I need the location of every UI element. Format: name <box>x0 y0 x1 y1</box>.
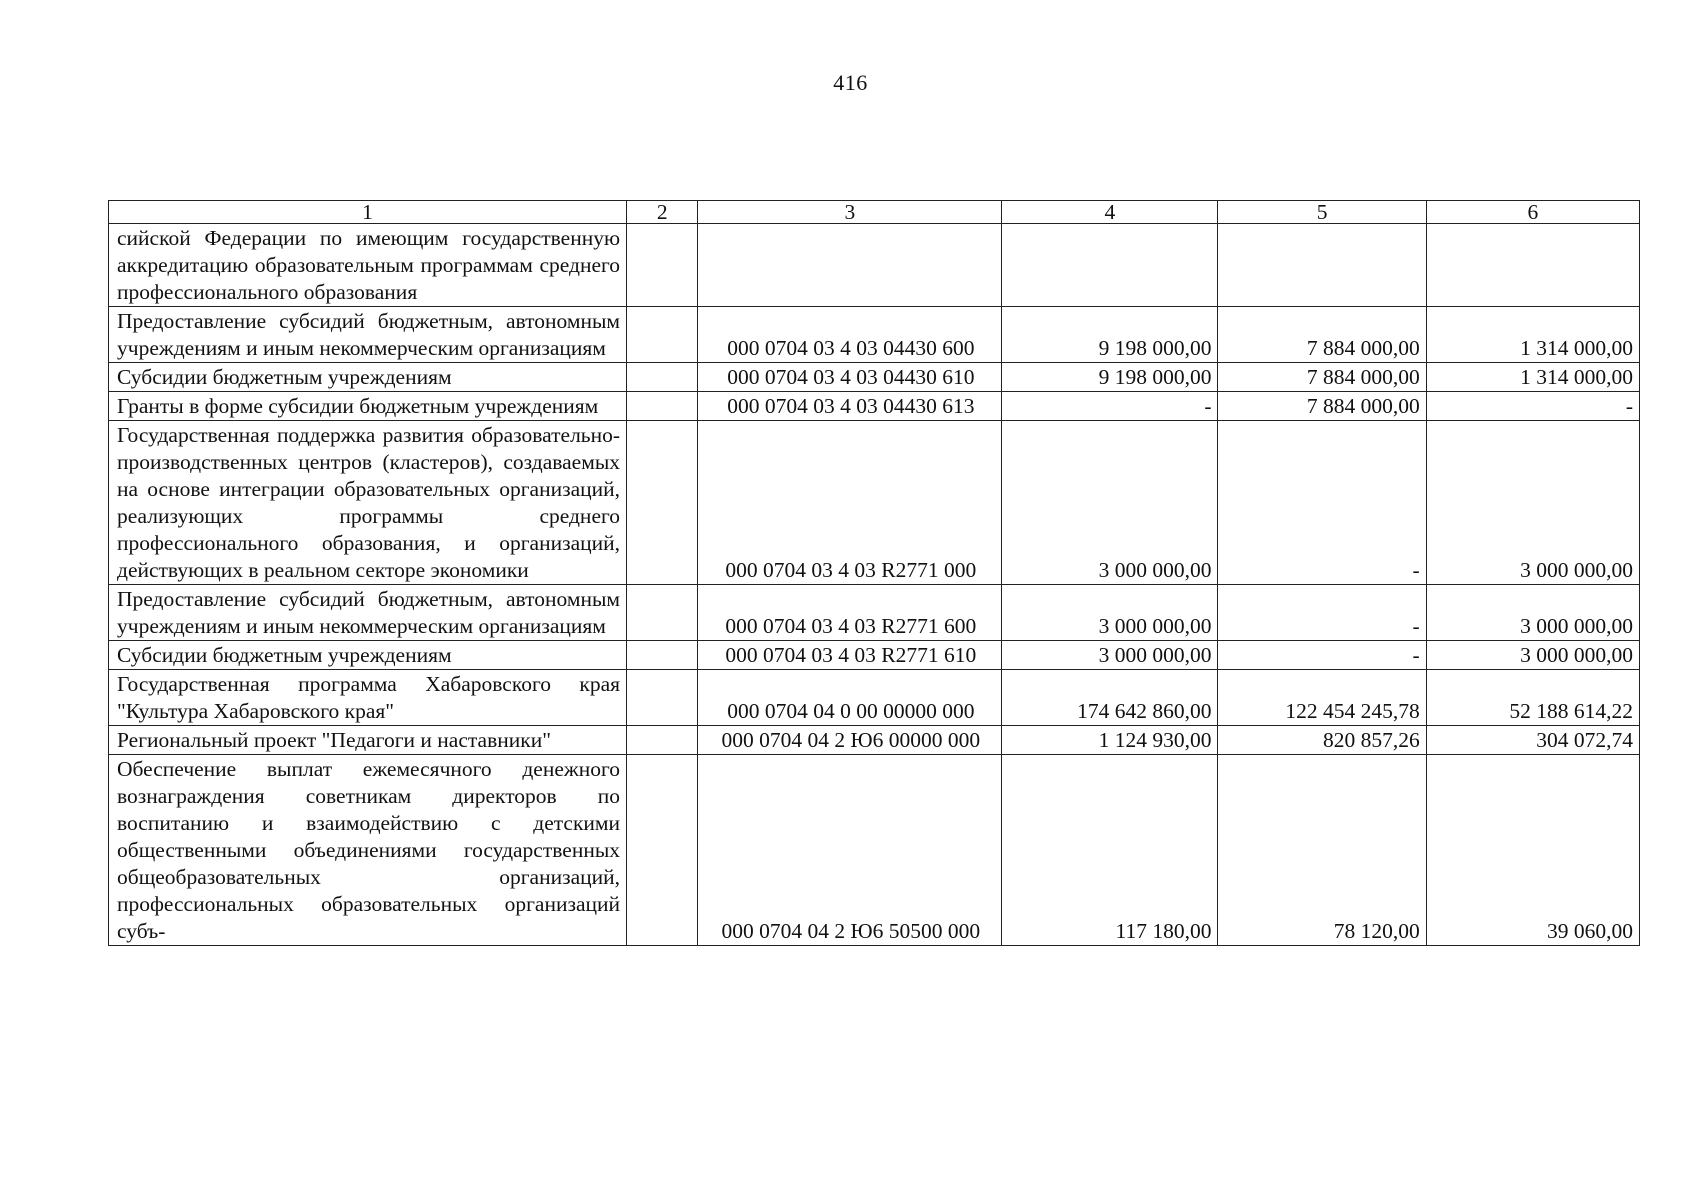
row-value-col5: - <box>1218 421 1426 585</box>
row-col2 <box>627 755 698 946</box>
row-value-col6: 39 060,00 <box>1426 755 1639 946</box>
row-value-col5: 78 120,00 <box>1218 755 1426 946</box>
row-name: сийской Федерации по имеющим государственную аккредитацию образовательным программам среднего профессионального образования <box>109 224 627 307</box>
row-budget-code: 000 0704 04 2 Ю6 00000 000 <box>698 726 1002 755</box>
row-budget-code: 000 0704 03 4 03 04430 600 <box>698 307 1002 363</box>
row-budget-code: 000 0704 04 2 Ю6 50500 000 <box>698 755 1002 946</box>
row-value-col5: 820 857,26 <box>1218 726 1426 755</box>
row-budget-code: 000 0704 04 0 00 00000 000 <box>698 670 1002 726</box>
column-header-1: 1 <box>109 201 627 224</box>
row-value-col4: 3 000 000,00 <box>1002 641 1218 670</box>
table-row <box>109 307 1640 363</box>
row-value-col6: 1 314 000,00 <box>1426 307 1639 363</box>
row-value-col4: 117 180,00 <box>1002 755 1218 946</box>
row-name: Предоставление субсидий бюджетным, автономным учреждениям и иным некоммерческим организациям <box>109 307 627 363</box>
row-name: Региональный проект "Педагоги и наставники" <box>109 726 627 755</box>
row-value-col5: 7 884 000,00 <box>1218 392 1426 421</box>
row-value-col5 <box>1218 224 1426 307</box>
row-budget-code: 000 0704 03 4 03 R2771 600 <box>698 585 1002 641</box>
row-value-col4: - <box>1002 392 1218 421</box>
table-row <box>109 363 1640 392</box>
row-col2 <box>627 726 698 755</box>
row-name: Предоставление субсидий бюджетным, автономным учреждениям и иным некоммерческим организациям <box>109 585 627 641</box>
table-row <box>109 726 1640 755</box>
row-budget-code: 000 0704 03 4 03 R2771 610 <box>698 641 1002 670</box>
row-name: Гранты в форме субсидии бюджетным учреждениям <box>109 392 627 421</box>
row-col2 <box>627 421 698 585</box>
column-header-4: 4 <box>1002 201 1218 224</box>
table-row <box>109 670 1640 726</box>
row-budget-code: 000 0704 03 4 03 R2771 000 <box>698 421 1002 585</box>
row-value-col4: 9 198 000,00 <box>1002 307 1218 363</box>
row-value-col6: 3 000 000,00 <box>1426 585 1639 641</box>
column-header-6: 6 <box>1426 201 1639 224</box>
column-header-2: 2 <box>627 201 698 224</box>
page-number: 416 <box>833 70 868 95</box>
row-name: Государственная поддержка развития образовательно-производственных центров (кластеров), создаваемых на основе интеграции образовательных организаций, реализующих программы среднего профессионального образования, и организаций, действующих в реальном секторе экономики <box>109 421 627 585</box>
row-budget-code: 000 0704 03 4 03 04430 613 <box>698 392 1002 421</box>
table-row <box>109 224 1640 307</box>
row-col2 <box>627 641 698 670</box>
row-value-col4 <box>1002 224 1218 307</box>
row-value-col4: 9 198 000,00 <box>1002 363 1218 392</box>
row-value-col4: 1 124 930,00 <box>1002 726 1218 755</box>
budget-table <box>108 200 1640 946</box>
row-value-col6: 3 000 000,00 <box>1426 641 1639 670</box>
row-name: Субсидии бюджетным учреждениям <box>109 363 627 392</box>
row-budget-code: 000 0704 03 4 03 04430 610 <box>698 363 1002 392</box>
row-value-col6 <box>1426 224 1639 307</box>
row-value-col5: 122 454 245,78 <box>1218 670 1426 726</box>
row-col2 <box>627 585 698 641</box>
table-header-row <box>109 201 1640 224</box>
table-row <box>109 641 1640 670</box>
row-value-col5: 7 884 000,00 <box>1218 307 1426 363</box>
row-value-col6: 52 188 614,22 <box>1426 670 1639 726</box>
row-value-col4: 3 000 000,00 <box>1002 421 1218 585</box>
row-value-col5: 7 884 000,00 <box>1218 363 1426 392</box>
row-col2 <box>627 670 698 726</box>
row-value-col6: 3 000 000,00 <box>1426 421 1639 585</box>
row-value-col5: - <box>1218 585 1426 641</box>
row-col2 <box>627 307 698 363</box>
column-header-3: 3 <box>698 201 1002 224</box>
row-value-col5: - <box>1218 641 1426 670</box>
table-row <box>109 755 1640 946</box>
row-name: Субсидии бюджетным учреждениям <box>109 641 627 670</box>
row-value-col6: - <box>1426 392 1639 421</box>
row-col2 <box>627 224 698 307</box>
row-name: Государственная программа Хабаровского края "Культура Хабаровского края" <box>109 670 627 726</box>
row-value-col4: 174 642 860,00 <box>1002 670 1218 726</box>
row-value-col6: 304 072,74 <box>1426 726 1639 755</box>
row-name: Обеспечение выплат ежемесячного денежного вознаграждения советникам директоров по воспитанию и взаимодействию с детскими общественными объединениями государственных общеобразовательных организаций, профессиональных образовательных организаций субъ- <box>109 755 627 946</box>
column-header-5: 5 <box>1218 201 1426 224</box>
table-row <box>109 392 1640 421</box>
table-row <box>109 421 1640 585</box>
table-row <box>109 585 1640 641</box>
row-value-col6: 1 314 000,00 <box>1426 363 1639 392</box>
row-col2 <box>627 392 698 421</box>
row-col2 <box>627 363 698 392</box>
row-value-col4: 3 000 000,00 <box>1002 585 1218 641</box>
row-budget-code <box>698 224 1002 307</box>
